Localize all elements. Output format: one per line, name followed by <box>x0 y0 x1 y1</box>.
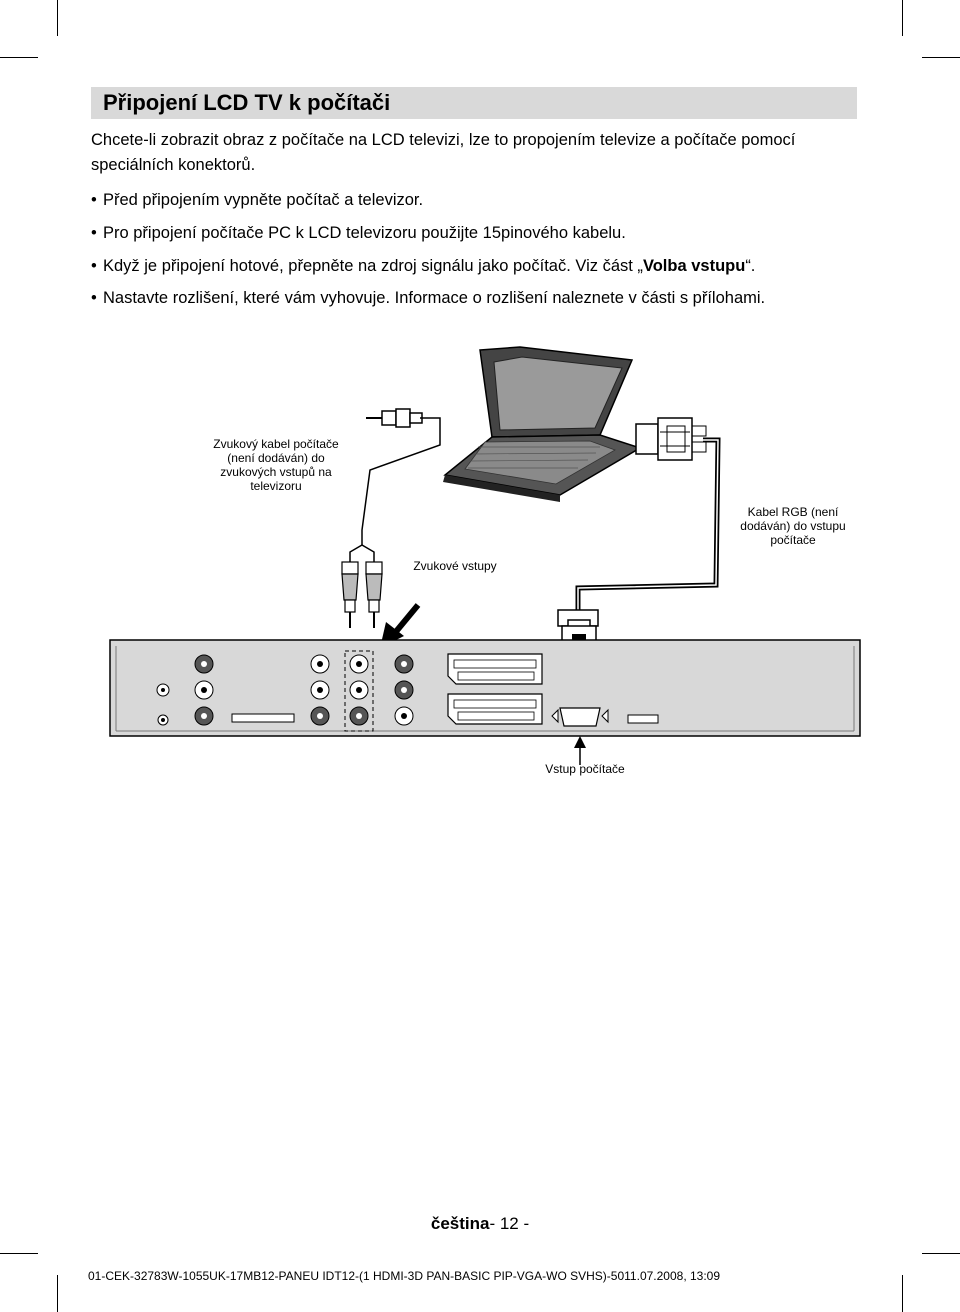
pc-input-label: Vstup počítače <box>545 762 625 776</box>
bullet-item: • Před připojením vypněte počítač a televizor. <box>91 191 424 209</box>
bullet-item: • Nastavte rozlišení, které vám vyhovuje. Informace o rozlišení naleznete v části s přílohami. <box>91 289 766 307</box>
bold-reference: Volba vstupu <box>642 257 746 275</box>
section-heading: Připojení LCD TV k počítači <box>91 87 857 119</box>
hdmi-port <box>628 715 658 723</box>
audio-cable-label: Zvukový kabel počítače (není dodáván) do zvukových vstupů na televizoru <box>213 437 339 493</box>
audio-jack-icon <box>366 409 422 427</box>
tv-rear-panel <box>110 640 860 736</box>
audio-cable <box>362 418 440 545</box>
vga-plug-icon <box>636 418 706 460</box>
bullet-item: • Když je připojení hotové, přepněte na zdroj signálu jako počítač. Viz část „Volba vstupu“. <box>91 257 756 275</box>
scart-connector <box>448 654 542 684</box>
rca-plug-icon <box>366 562 382 628</box>
bullet-item: • Pro připojení počítače PC k LCD televizoru použijte 15pinového kabelu. <box>91 224 626 242</box>
page-number: čeština- 12 - <box>430 1214 530 1233</box>
audio-inputs-label: Zvukové vstupy <box>413 559 497 573</box>
print-footer: 01-CEK-32783W-1055UK-17MB12-PANEU IDT12-(1 HDMI-3D PAN-BASIC PIP-VGA-WO SVHS)-5011.07.2008, 13:09 <box>88 1269 721 1283</box>
rgb-cable-label: Kabel RGB (není dodáván) do vstupu počítače <box>740 505 846 547</box>
laptop-icon <box>443 347 640 502</box>
rca-plug-icon <box>342 562 358 628</box>
intro-paragraph: Chcete-li zobrazit obraz z počítače na LCD televizi, lze to propojením televize a počítače pomocí speciálních konektorů. <box>91 131 796 174</box>
scart-connector <box>448 694 542 724</box>
